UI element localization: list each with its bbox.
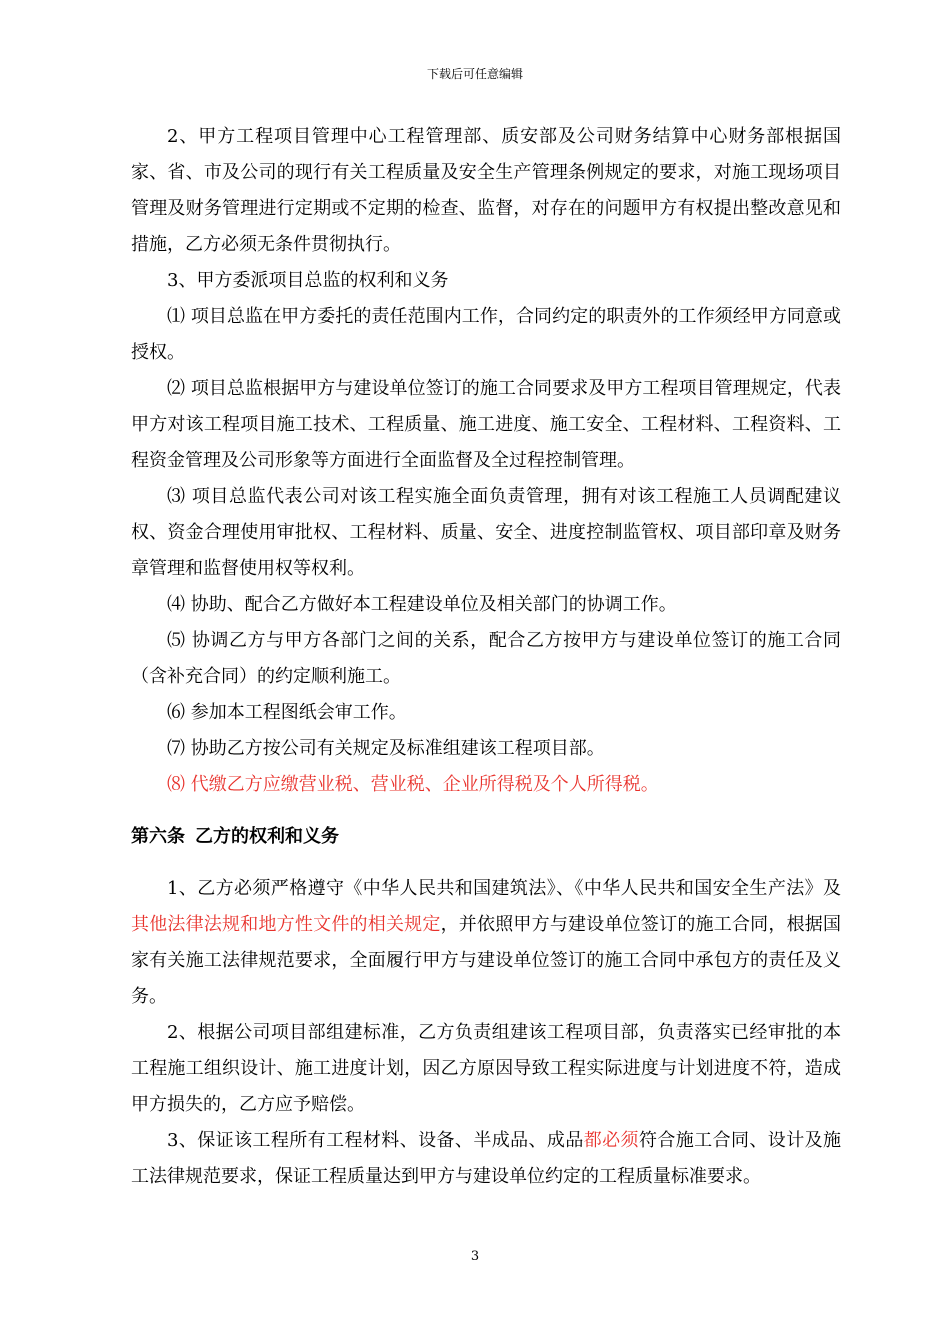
list-item-6: ⑹ 参加本工程图纸会审工作。 (167, 702, 407, 723)
list-item-5: ⑸ 协调乙方与甲方各部门之间的关系，配合乙方按甲方与建设单位签订的施工合同（含补充合同）的约定顺利施工。 (131, 630, 841, 687)
section-paragraph-3 (131, 1123, 841, 1195)
list-item-1: ⑴ 项目总监在甲方委托的责任范围内工作，合同约定的职责外的工作须经甲方同意或授权。 (131, 306, 841, 363)
highlighted-text: 其他法律法规和地方性文件的相关规定 (131, 914, 441, 935)
section-number: 第六条 (131, 826, 185, 847)
paragraph-2: 2、甲方工程项目管理中心工程管理部、质安部及公司财务结算中心财务部根据国家、省、市及公司的现行有关工程质量及安全生产管理条例规定的要求，对施工现场项目管理及财务管理进行定期或不定期的检查、监督，对存在的问题甲方有权提出整改意见和措施，乙方必须无条件贯彻执行。 (131, 126, 841, 255)
highlighted-text: 都必须 (583, 1130, 639, 1151)
section-paragraph-3-text: 3、保证该工程所有工程材料、设备、半成品、成品 (167, 1130, 584, 1151)
list-item-7: ⑺ 协助乙方按公司有关规定及标准组建该工程项目部。 (167, 738, 605, 759)
list-item-4: ⑷ 协助、配合乙方做好本工程建设单位及相关部门的协调工作。 (167, 594, 677, 615)
list-item-8: ⑻ 代缴乙方应缴营业税、营业税、企业所得税及个人所得税。 (167, 774, 659, 795)
list-item-2: ⑵ 项目总监根据甲方与建设单位签订的施工合同要求及甲方工程项目管理规定，代表甲方对该工程项目施工技术、工程质量、施工进度、施工安全、工程材料、工程资料、工程资金管理及公司形象等方面进行全面监督及全过程控制管理。 (131, 378, 841, 471)
section-paragraph-1-text-end: ，并依照甲方与建设单位签订的施工合同，根据国家有关施工法律规范要求，全面履行甲方与建设单位签订的施工合同中承包方的责任及义务。 (131, 914, 841, 1007)
page-number: 3 (470, 1249, 480, 1264)
section-paragraph-1 (131, 871, 841, 1015)
page-header: 下载后可任意编辑 (426, 67, 523, 81)
section-paragraph-2: 2、根据公司项目部组建标准，乙方负责组建该工程项目部，负责落实已经审批的本工程施工组织设计、施工进度计划，因乙方原因导致工程实际进度与计划进度不符，造成甲方损失的，乙方应予赔偿。 (131, 1022, 841, 1115)
section-heading (131, 819, 841, 855)
section-paragraph-3-text-end: 符合施工合同、设计及施工法律规范要求，保证工程质量达到甲方与建设单位约定的工程质量标准要求。 (131, 1130, 842, 1187)
paragraph-3: 3、甲方委派项目总监的权利和义务 (167, 270, 449, 291)
list-item-3: ⑶ 项目总监代表公司对该工程实施全面负责管理，拥有对该工程施工人员调配建议权、资金合理使用审批权、工程材料、质量、安全、进度控制监管权、项目部印章及财务章管理和监督使用权等权利。 (131, 486, 841, 579)
section-title: 乙方的权利和义务 (195, 826, 339, 847)
document-body (131, 119, 841, 1195)
section-paragraph-1-text: 1、乙方必须严格遵守《中华人民共和国建筑法》、《中华人民共和国安全生产法》及 (167, 878, 841, 899)
